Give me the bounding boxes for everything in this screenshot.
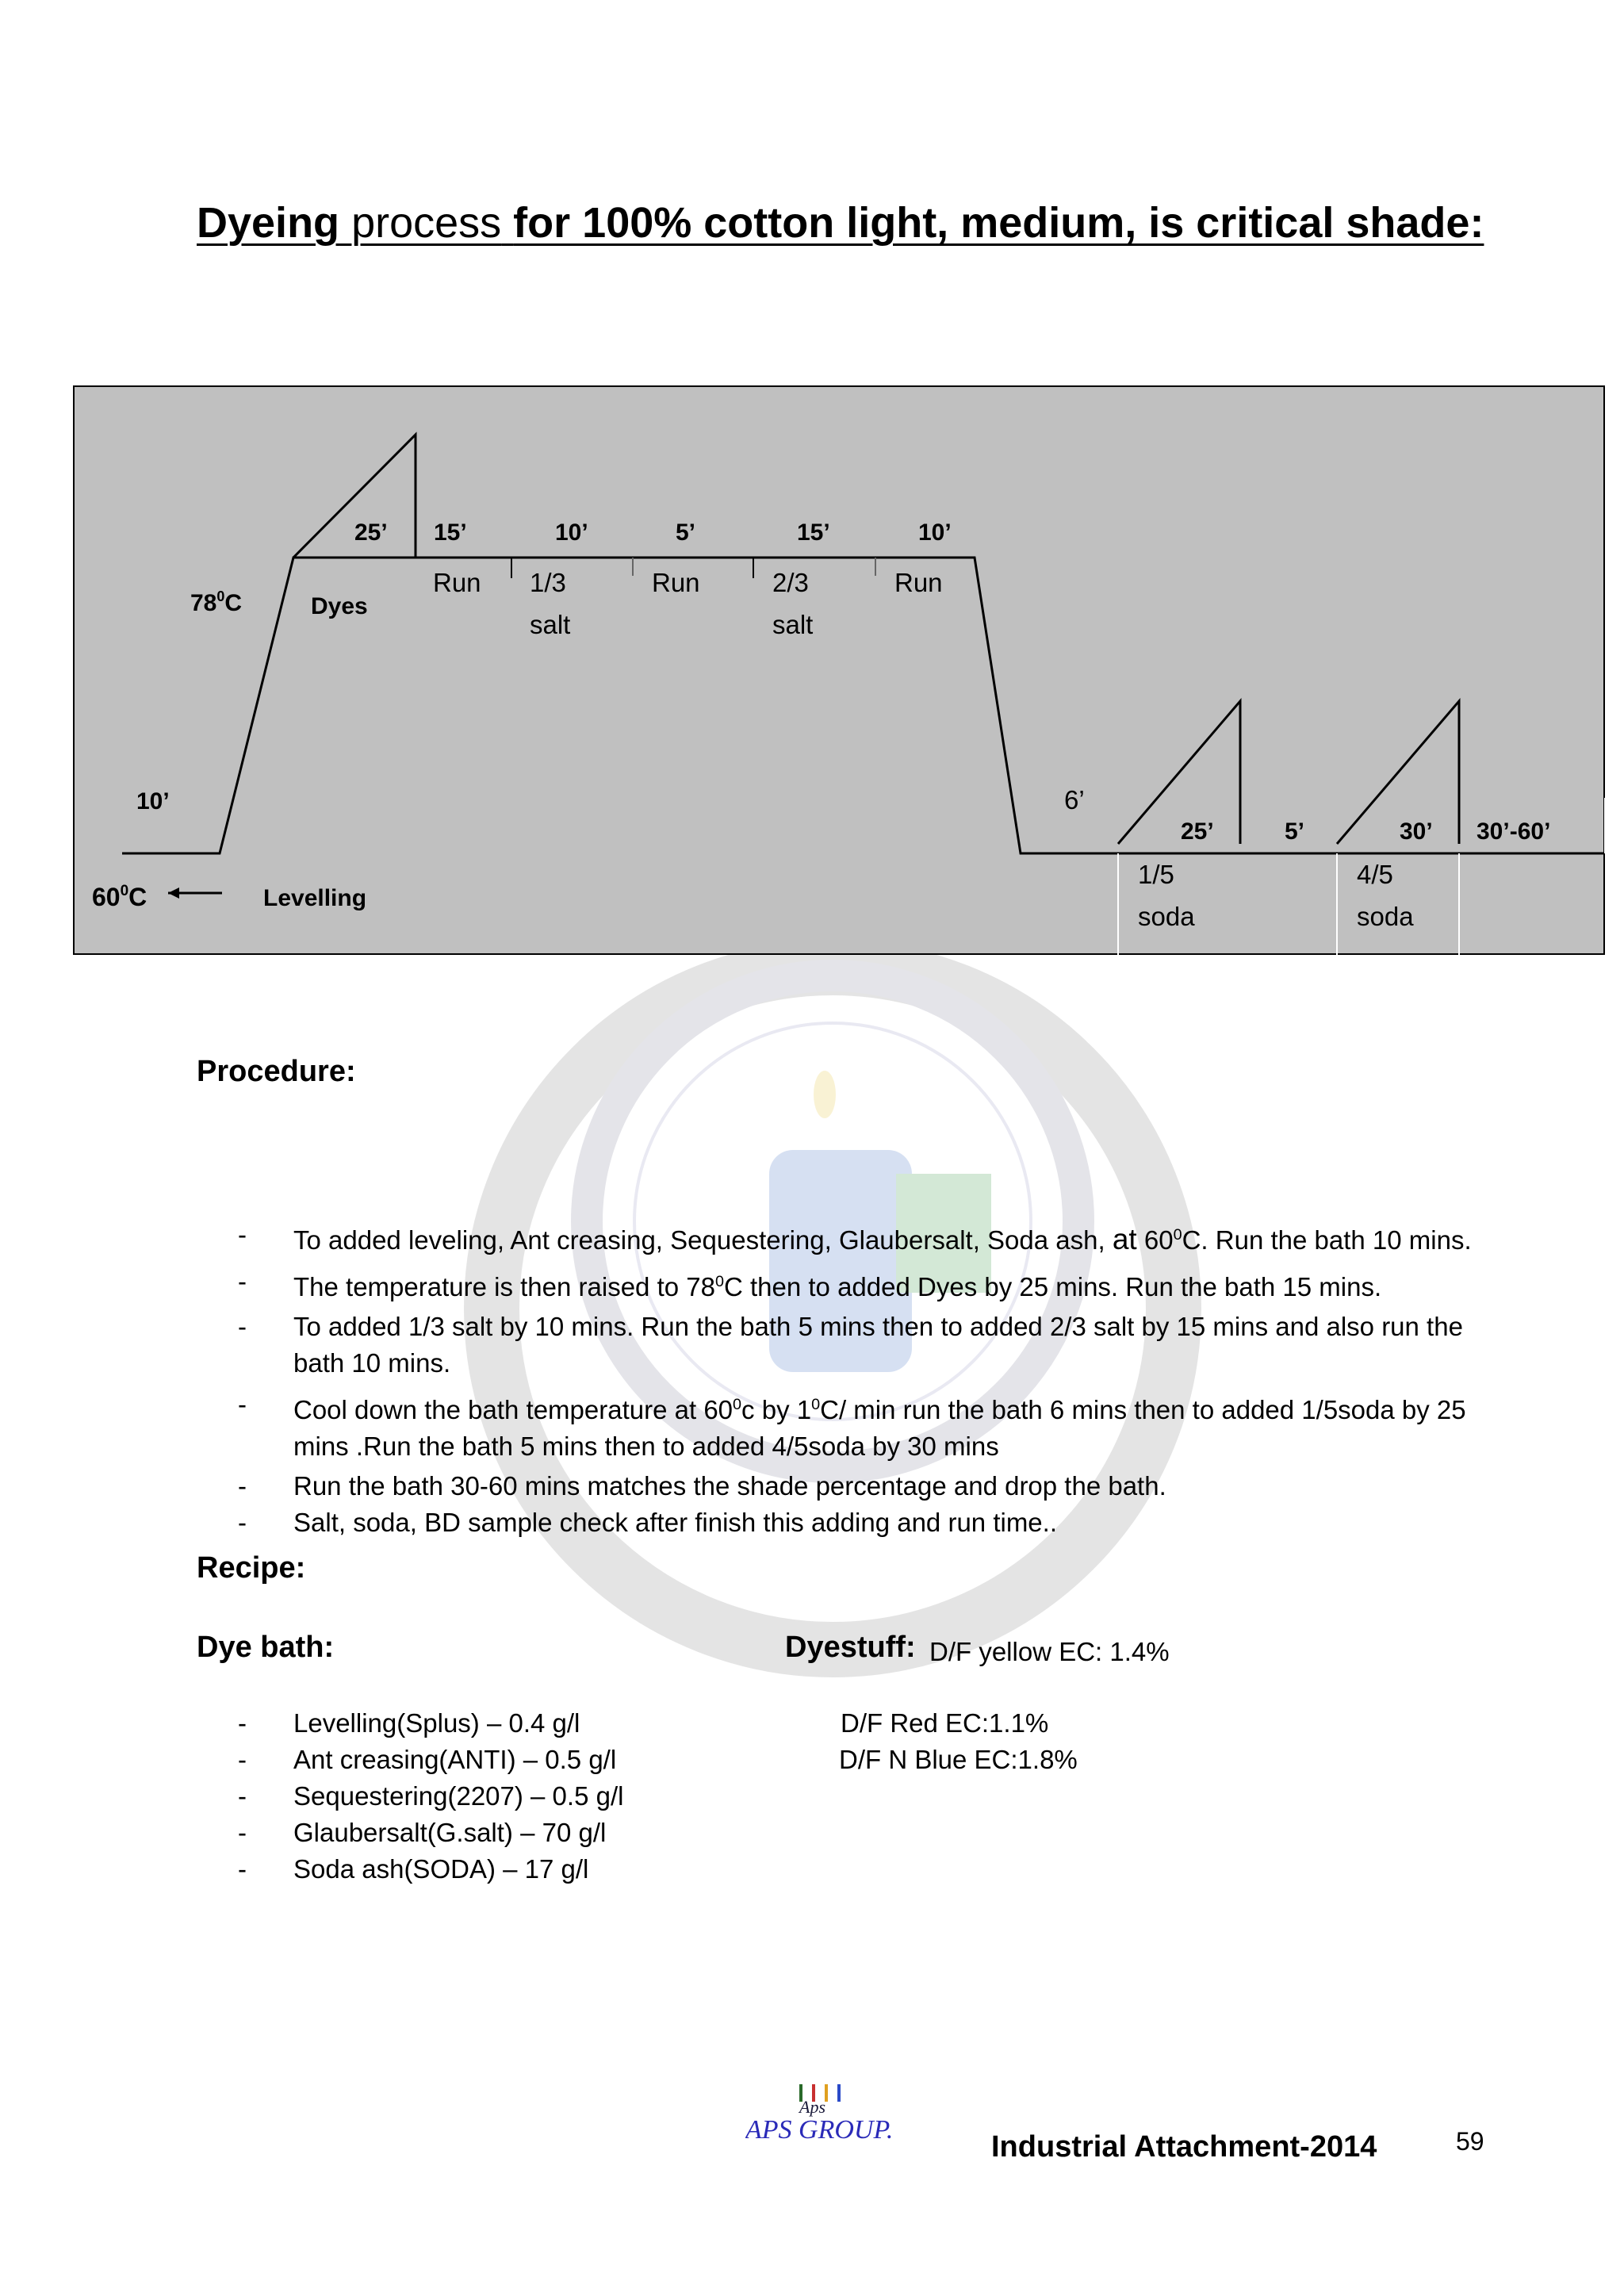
list-item: - To added 1/3 salt by 10 mins. Run the bath 5 mins then to added 2/3 salt by 15 mins and also run the bath 10 mins. (238, 1312, 1463, 1378)
time-soda-2: 30’ (1400, 818, 1433, 845)
step-run-1: Run (433, 568, 481, 597)
temp-78-label: $78^0C$ (190, 588, 243, 616)
svg-text:APS GROUP.: APS GROUP. (745, 2115, 894, 2141)
step-run-2: Run (652, 568, 700, 597)
time-run-2: 5’ (676, 519, 696, 546)
step-soda-1-label: soda (1138, 902, 1195, 931)
list-item: - To added leveling, Ant creasing, Sequestering, Glaubersalt, Soda ash, at $60^0C$. Run the bath 10 mins. (238, 1220, 1472, 1255)
dyestuff-item: D/F Red EC:1.1% (841, 1708, 1049, 1738)
step-soda-1-fraction: 1/5 (1138, 860, 1174, 889)
step-salt-2-label: salt (772, 610, 814, 639)
dyestuff-heading: Dyestuff: (785, 1631, 916, 1664)
time-run-4: 5’ (1285, 818, 1305, 845)
levelling-label: Levelling (263, 885, 367, 911)
time-cool-down: 6’ (1064, 785, 1085, 815)
step-salt-1-label: salt (530, 610, 571, 639)
aps-group-logo (745, 2078, 936, 2141)
list-item: - Cool down the bath temperature at $60^0c$ by $1^0C/$ min run the bath 6 mins then to added 1/5soda by 25 mins .Run the bath 5 mins then to added 4/5soda by 30 mins (238, 1389, 1466, 1461)
dyestuff-item: D/F N Blue EC:1.8% (839, 1745, 1078, 1774)
step-run-3: Run (894, 568, 943, 597)
list-item: - Run the bath 30-60 mins matches the shade percentage and drop the bath. (238, 1471, 1166, 1501)
list-item: - Soda ash(SODA) – 17 g/l (238, 1854, 589, 1884)
page-number: 59 (1456, 2127, 1484, 2156)
footer-title: Industrial Attachment-2014 (991, 2130, 1377, 2164)
dyes-label: Dyes (311, 593, 368, 619)
procedure-heading: Procedure: (197, 1055, 356, 1088)
list-item: - Salt, soda, BD sample check after finish this adding and run time.. (238, 1508, 1057, 1537)
dyestuff-item: D/F yellow EC: 1.4% (929, 1637, 1170, 1666)
list-item: - Sequestering(2207) – 0.5 g/l (238, 1781, 624, 1811)
temp-60-label: $60^0C$ (92, 883, 147, 911)
dyeing-process-diagram (73, 385, 1605, 955)
time-levelling: 10’ (136, 788, 170, 815)
dye-bath-heading: Dye bath: (197, 1631, 335, 1664)
step-soda-2-fraction: 4/5 (1357, 860, 1393, 889)
list-item: - The temperature is then raised to $78^0C$ then to added Dyes by 25 mins. Run the bath 15 mins. (238, 1267, 1382, 1301)
procedure-list (238, 1217, 1499, 1541)
svg-text:Aps: Aps (799, 2097, 825, 2117)
list-item: - Levelling(Splus) – 0.4 g/l (238, 1708, 580, 1738)
time-salt-1: 10’ (555, 519, 588, 546)
time-salt-2: 15’ (797, 519, 830, 546)
step-salt-2-fraction: 2/3 (772, 568, 809, 597)
dye-bath-list (238, 1705, 1499, 1888)
page-title (197, 198, 1484, 247)
time-dyes: 25’ (354, 519, 388, 546)
time-run-1: 15’ (434, 519, 467, 546)
title-part-rest: for 100% cotton light, medium, is critical shade: (513, 199, 1484, 247)
list-item: - Glaubersalt(G.salt) – 70 g/l (238, 1818, 607, 1847)
title-part-dyeing: Dyeing (197, 199, 340, 247)
title-part-process: process (351, 199, 502, 247)
time-soda-1: 25’ (1181, 818, 1214, 845)
recipe-heading: Recipe: (197, 1551, 306, 1585)
list-item: - Ant creasing(ANTI) – 0.5 g/l (238, 1745, 617, 1774)
time-final-run: 30’-60’ (1477, 818, 1551, 845)
step-salt-1-fraction: 1/3 (530, 568, 566, 597)
step-soda-2-label: soda (1357, 902, 1414, 931)
time-run-3: 10’ (918, 519, 952, 546)
